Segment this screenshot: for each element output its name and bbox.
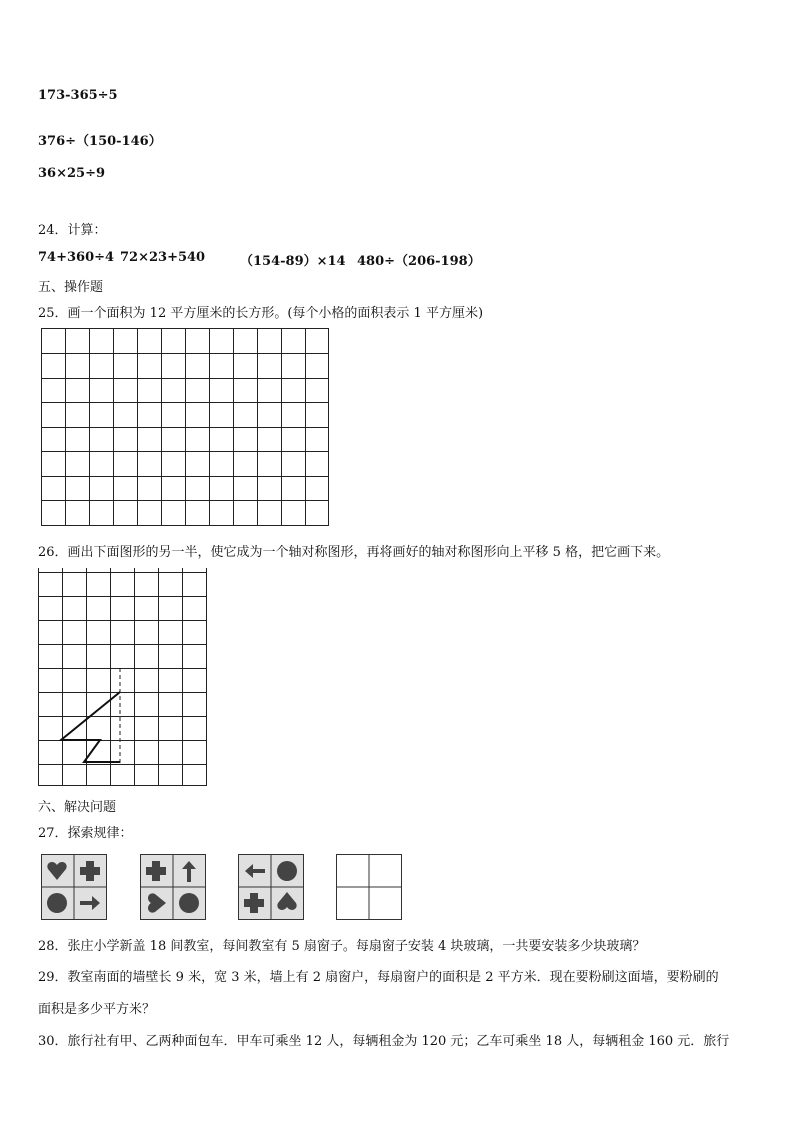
q27-title: 27．探索规律： (38, 826, 133, 841)
q25-text: 25．画一个面积为 12 平方厘米的长方形。(每个小格的面积表示 1 平方厘米) (38, 306, 484, 321)
section-6-heading: 六、解决问题 (38, 800, 117, 815)
pattern-box-1 (41, 854, 107, 920)
q24-expression-2: 72×23+540 (120, 250, 206, 265)
pattern-box-3 (238, 854, 304, 920)
q24-title: 24．计算： (38, 223, 107, 238)
q24-expression-4: 480÷（206-198） (357, 254, 481, 269)
pattern-box-2 (140, 854, 206, 920)
q28-text: 28．张庄小学新盖 18 间教室，每间教室有 5 扇窗子。每扇窗子安装 4 块玻璃，一共要安装多少块玻璃？ (38, 939, 646, 954)
q24-expression-1: 74+360÷4 (38, 250, 115, 265)
q29-text-line1: 29．教室南面的墙壁长 9 米，宽 3 米，墙上有 2 扇窗户，每扇窗户的面积是 2 平方米．现在要粉刷这面墙，要粉刷的 (38, 970, 719, 985)
q24-expression-3: （154-89）×14 (240, 254, 346, 269)
expression-1: 173-365÷5 (38, 88, 118, 103)
q26-text: 26．画出下面图形的另一半，使它成为一个轴对称图形，再将画好的轴对称图形向上平移 5 格，把它画下来。 (38, 545, 670, 560)
circle-icon (277, 861, 297, 881)
q26-grid (36, 568, 208, 788)
circle-icon (47, 893, 67, 913)
expression-3: 36×25÷9 (38, 166, 106, 181)
q30-text: 30．旅行社有甲、乙两种面包车．甲车可乘坐 12 人，每辆租金为 120 元；乙车可乘坐 18 人，每辆租金 160 元．旅行 (38, 1034, 730, 1049)
q25-grid (40, 328, 330, 526)
expression-2: 376÷（150-146） (38, 134, 162, 149)
section-5-heading: 五、操作题 (38, 280, 104, 295)
circle-icon (179, 893, 199, 913)
q29-text-line2: 面积是多少平方米？ (38, 1002, 156, 1017)
half-figure (61, 692, 120, 762)
pattern-box-4-blank (336, 854, 402, 920)
